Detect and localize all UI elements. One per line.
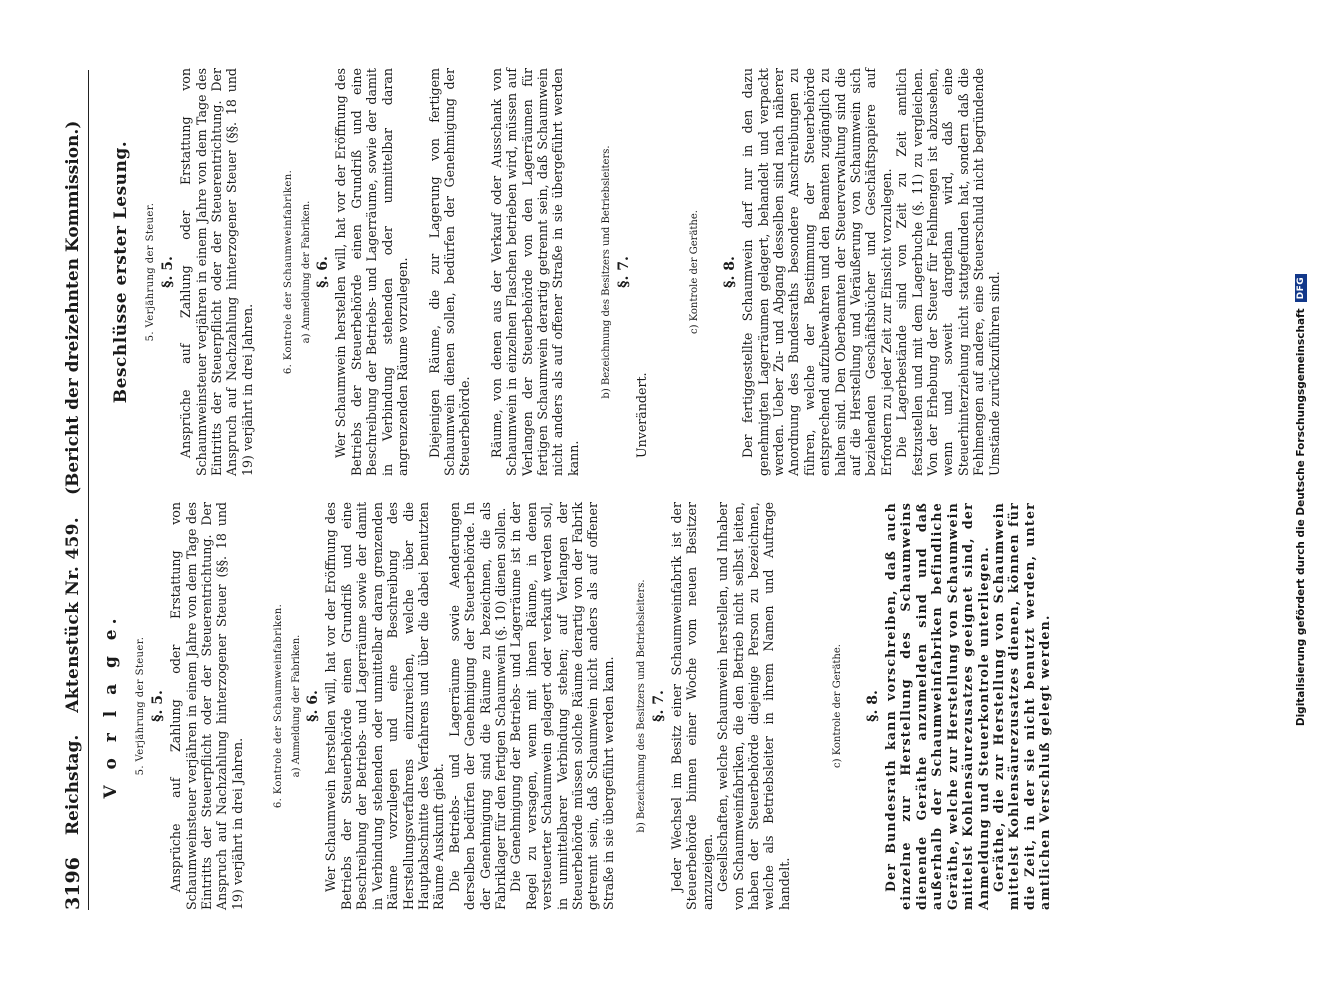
section-heading: 6. Kontrole der Schaumweinfabriken. [283,169,295,375]
paragraph-number: §. 7. [650,690,667,722]
paragraph-text: Jeder Wechsel im Besitz einer Schaumweinfabrik ist der Steuerbehörde binnen einer Woche vom neuen Besitzer anzuzeigen. [669,502,715,910]
paragraph-text: Der Bundesrath kann vorschreiben, daß auch einzelne zur Herstellung des Schaumweins dienende Geräthe anzumelden sind und daß außerhalb der Schaumweinfabriken befindliche Geräthe, welche zur Herstellung von Schaumwein mittelst Kohlensäurezusatzes geeignet sind, der Anmeldung und Steuerkontrole unterliegen. [883,502,991,910]
paragraph-number: §. 8. [864,690,881,722]
paragraph-text: Die Lagerbestände sind von Zeit zu Zeit amtlich festzustellen und mit dem Lagerbuche (§. 11) zu vergleichen. Von der Erhebung der Steuer für Fehlmengen ist abzusehen, wenn und soweit dargethan wird, daß eine Steuerhinterziehung nicht stattgefunden hat, sondern daß die Fehlmengen auf andere, eine Steuerschuld nicht begründende Umstände zurückzuführen sind. [894,68,1002,476]
paragraph-text: Ansprüche auf Zahlung oder Erstattung von Schaumweinsteuer verjähren in einem Jahre von dem Tage des Eintritts der Steuerpflicht oder der Steuerentrichtung. Der Anspruch auf Nachzahlung hinterzogener Steuer (§§. 18 und 19) verjährt in drei Jahren. [168,502,245,910]
left-column-title: V o r l a g e. [101,613,121,799]
subsection-heading: b) Bezeichnung des Besitzers und Betriebsleiters. [636,579,648,833]
paragraph-number: §. 5. [149,690,166,722]
section-heading: 6. Kontrole der Schaumweinfabriken. [273,603,285,809]
subsection-heading: a) Anmeldung der Fabriken. [300,200,312,344]
paragraph-text: Räume, von denen aus der Verkauf oder Ausschank von Schaumwein in einzelnen Flaschen betrieben wird, müssen auf Verlangen der Steuerbehörde von den Lagerräumen für fertigen Schaumwein derartig getrennt sein, daß Schaumwein nicht anders als auf offener Straße in sie übergeführt werden kann. [488,68,581,476]
header-body: Reichstag. [63,734,83,836]
subsection-heading: c) Kontrole der Geräthe. [689,210,701,334]
right-column-title: Beschlüsse erster Lesung. [111,140,131,404]
paragraph-number: §. 7. [615,256,632,288]
paragraph-text: Unverändert. [633,372,649,458]
subsection-heading: c) Kontrole der Geräthe. [832,644,844,768]
right-column [100,68,1002,476]
header-subtitle: (Bericht der dreizehnten Kommission.) [63,120,83,496]
dfg-logo: DFG [1295,274,1307,303]
paragraph-number: §. 6. [315,256,332,288]
paragraph-text: Gesellschaften, welche Schaumwein herstellen, und Inhaber von Schaumweinfabriken, die den Betrieb nicht selbst leiten, haben der Steuerbehörde diejenige Person zu bezeichnen, welche als Betriebsleiter in ihrem Namen und Auftrage handelt. [715,502,792,910]
paragraph-number: §. 6. [305,690,322,722]
page-number: 3196 [62,857,84,910]
paragraph-text: Der fertiggestellte Schaumwein darf nur in den dazu genehmigten Lagerräumen gelagert, behandelt und verpackt werden. Ueber Zu- und Abgang desselben sind nach näherer Anordnung des Bundesraths besondere Anschreibungen zu führen, welche der Bestimmung der Steuerbehörde entsprechend aufzubewahren und den Beamten zugänglich zu halten sind. Den Oberbeamten der Steuerverwaltung sind die auf die Herstellung und Veräußerung von Schaumwein sich beziehenden Geschäftsbücher und Geschäftspapiere auf Erfordern zu jeder Zeit zur Einsicht vorzulegen. [740,68,894,476]
section-heading: 5. Verjährung der Steuer. [145,202,157,342]
header-document: Aktenstück Nr. 459. [63,517,83,713]
page-header [58,70,89,910]
left-column [100,502,1053,910]
paragraph-number: §. 8. [721,256,738,288]
footer-text: Digitalisierung gefördert durch die Deutsche Forschungsgemeinschaft [1295,308,1307,727]
subsection-heading: a) Anmeldung der Fabriken. [290,634,302,778]
section-heading: 5. Verjährung der Steuer. [135,636,147,776]
paragraph-text: Wer Schaumwein herstellen will, hat vor der Eröffnung des Betriebs der Steuerbehörde einen Grundriß und eine Beschreibung der Betriebs- und Lagerräume, sowie der damit in Verbindung stehenden oder unmittelbar daran angrenzenden Räume vorzulegen. [333,68,411,476]
paragraph-text: Wer Schaumwein herstellen will, hat vor der Eröffnung des Betriebs der Steuerbehörde einen Grundriß und eine Beschreibung der Betriebs- und Lagerräume sowie der damit in Verbindung stehenden oder unmittelbar daran grenzenden Räume vorzulegen und eine Beschreibung des Herstellungsverfahrens einzureichen, welche über die Hauptabschnitte des Verfahrens und über die dabei benutzten Räume Auskunft giebt. [323,502,447,910]
paragraph-text: Die Genehmigung der Betriebs- und Lagerräume ist in der Regel zu versagen, wenn mit ihnen Räume, in denen versteuerter Schaumwein gelagert oder verkauft werden soll, in unmittelbarer Verbindung stehen; auf Verlangen der Steuerbehörde müssen solche Räume derartig von der Fabrik getrennt sein, daß Schaumwein nicht anders als auf offener Straße in sie übergeführt werden kann. [508,502,616,910]
paragraph-text: Ansprüche auf Zahlung oder Erstattung von Schaumweinsteuer verjähren in einem Jahre von dem Tage des Eintritts der Steuerpflicht oder der Steuerentrichtung. Der Anspruch auf Nachzahlung hinterzogener Steuer (§§. 18 und 19) verjährt in drei Jahren. [178,68,255,476]
paragraph-text: Die Betriebs- und Lagerräume sowie Aenderungen derselben bedürfen der Genehmigung der Steuerbehörde. In der Genehmigung sind die Räume zu bezeichnen, die als Fabriklager für den fertigen Schaumwein (§. 10) dienen sollen. [446,502,508,910]
digitization-footer [1290,20,1312,980]
paragraph-text: Diejenigen Räume, die zur Lagerung von fertigem Schaumwein dienen sollen, bedürfen der Genehmigung der Steuerbehörde. [426,68,473,476]
paragraph-number: §. 5. [159,256,176,288]
paragraph-text: Geräthe, die zur Herstellung von Schaumwein mittelst Kohlensäurezusatzes dienen, können für die Zeit, in der sie nicht benutzt werden, unter amtlichen Verschluß gelegt werden. [990,502,1053,910]
subsection-heading: b) Bezeichnung des Besitzers und Betriebsleiters. [601,145,613,399]
